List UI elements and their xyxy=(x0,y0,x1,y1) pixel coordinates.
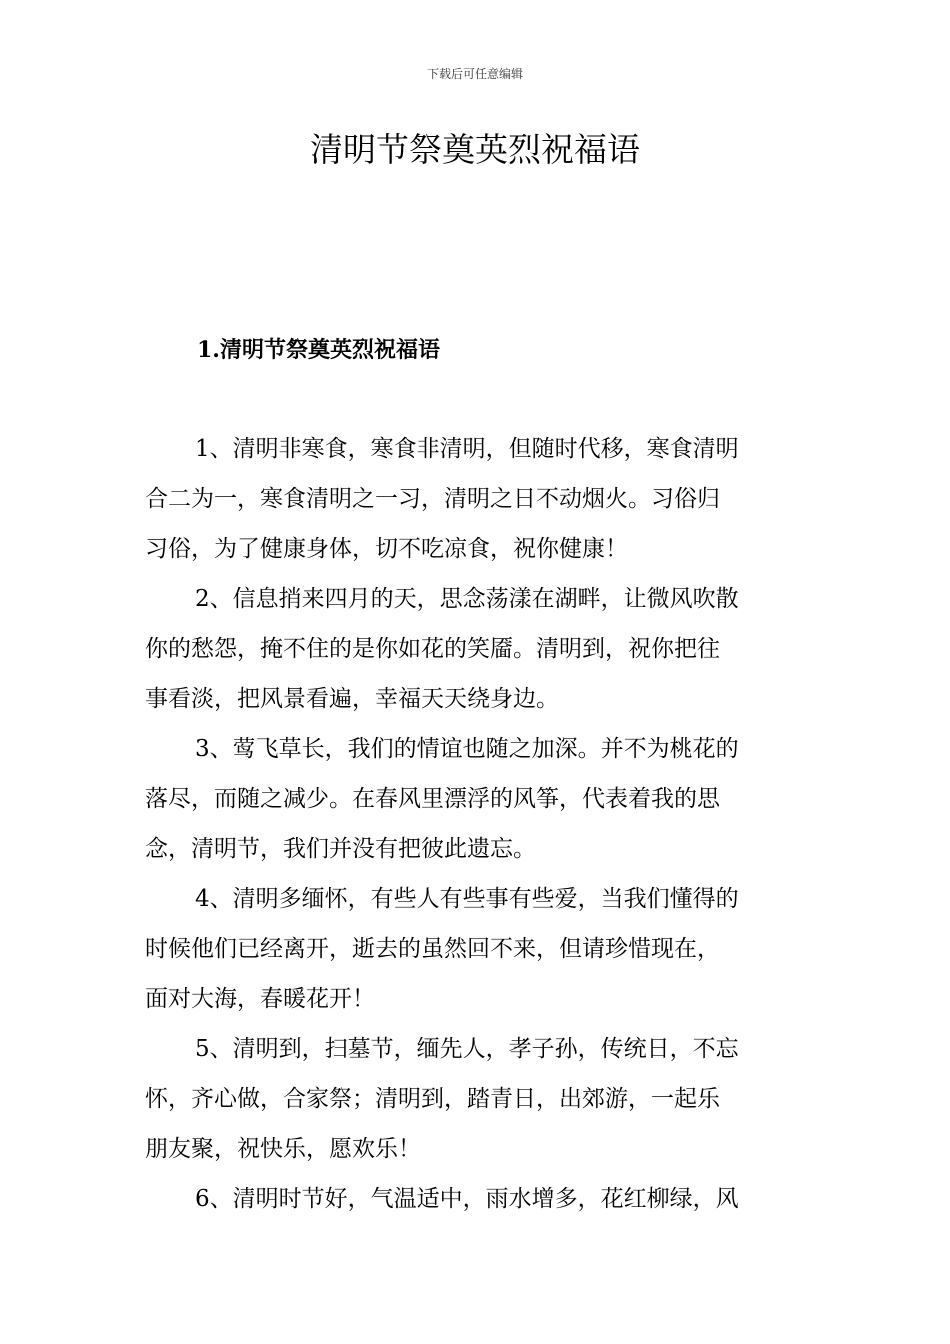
paragraph-6 xyxy=(145,1174,809,1224)
paragraph-line: 3、莺飞草长，我们的情谊也随之加深。并不为桃花的 xyxy=(195,736,739,762)
paragraph-line: 事看淡，把风景看遍，幸福天天绕身边。 xyxy=(145,686,559,712)
paragraph-4 xyxy=(145,874,809,1024)
paragraph-2 xyxy=(145,574,809,724)
paragraph-line: 5、清明到，扫墓节，缅先人，孝子孙，传统日，不忘 xyxy=(195,1036,739,1062)
paragraph-line: 时候他们已经离开，逝去的虽然回不来，但请珍惜现在， xyxy=(145,936,720,962)
paragraph-line: 4、清明多缅怀，有些人有些事有些爱，当我们懂得的 xyxy=(195,886,739,912)
paragraph-line: 合二为一，寒食清明之一习，清明之日不动烟火。习俗归 xyxy=(145,486,720,512)
paragraph-line: 2、信息捎来四月的天，思念荡漾在湖畔，让微风吹散 xyxy=(195,586,739,612)
paragraph-line: 习俗，为了健康身体，切不吃凉食，祝你健康！ xyxy=(145,536,628,562)
paragraph-line: 1、清明非寒食，寒食非清明，但随时代移，寒食清明 xyxy=(195,436,739,462)
paragraph-line: 朋友聚，祝快乐，愿欢乐！ xyxy=(145,1136,421,1162)
paragraph-line: 念，清明节，我们并没有把彼此遗忘。 xyxy=(145,836,536,862)
body-text xyxy=(145,424,809,1224)
header-note: 下载后可任意编辑 xyxy=(426,67,523,81)
paragraph-1 xyxy=(145,424,809,574)
document-title: 清明节祭奠英烈祝福语 xyxy=(310,130,640,169)
paragraph-line: 6、清明时节好，气温适中，雨水增多，花红柳绿，风 xyxy=(195,1186,739,1212)
paragraph-line: 怀，齐心做，合家祭；清明到，踏青日，出郊游，一起乐 xyxy=(145,1086,720,1112)
paragraph-line: 你的愁怨，掩不住的是你如花的笑靥。清明到，祝你把往 xyxy=(145,636,720,662)
paragraph-5 xyxy=(145,1024,809,1174)
paragraph-line: 面对大海，春暖花开！ xyxy=(145,986,375,1012)
paragraph-3 xyxy=(145,724,809,874)
section-heading: 1.清明节祭奠英烈祝福语 xyxy=(197,337,440,363)
paragraph-line: 落尽，而随之减少。在春风里漂浮的风筝，代表着我的思 xyxy=(145,786,720,812)
